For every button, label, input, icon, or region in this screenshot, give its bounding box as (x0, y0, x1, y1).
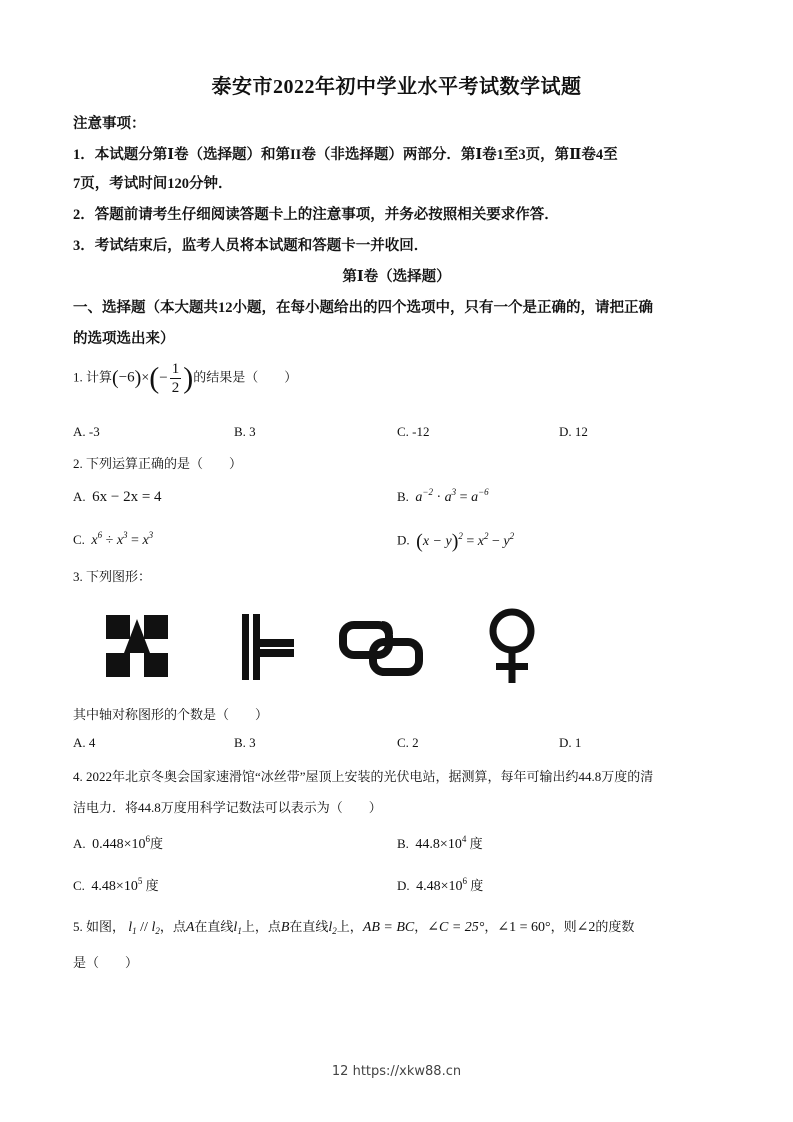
notice-item-2: 2．答题前请考生仔细阅读答题卡上的注意事项，并务必按照相关要求作答． (73, 207, 559, 223)
part-instruction-cont: 的选项选出来） (73, 331, 175, 347)
question-4-stem: 4. 2022年北京冬奥会国家速滑馆“冰丝带”屋顶上安装的光伏电站，据测算，每年可输出约44.8万度的清 (73, 769, 654, 784)
q1-option-a[interactable]: A. -3 (73, 424, 100, 439)
q4-option-b[interactable]: B. $44.8\times 10^4$ 度 (397, 834, 483, 852)
q2-option-d[interactable]: D. $(x - y)^2 = x^2 - y^2$ (397, 530, 515, 552)
question-1-stem: 1. 计算(−6)×(− $\frac{1}{2}$ )的结果是（ ） (73, 361, 298, 396)
q3-option-b[interactable]: B. 3 (234, 735, 256, 750)
q1-option-b[interactable]: B. 3 (234, 424, 256, 439)
q1-option-c[interactable]: C. -12 (397, 424, 430, 439)
notice-item-3: 3．考试结束后，监考人员将本试题和答题卡一并收回． (73, 238, 429, 254)
q3-option-c[interactable]: C. 2 (397, 735, 419, 750)
notice-item-1: 1．本试题分第Ⅰ卷（选择题）和第II卷（非选择题）两部分．第Ⅰ卷1至3页，第Ⅱ卷4至 (73, 147, 618, 163)
question-3-stem: 3. 下列图形： (73, 569, 152, 584)
q4-option-d[interactable]: D. $4.48\times 10^6$ 度 (397, 876, 484, 894)
venus-symbol-shape-icon (484, 607, 540, 685)
question-4-stem-cont: 洁电力．将44.8万度用科学记数法可以表示为（ ） (73, 800, 382, 815)
q3-option-d[interactable]: D. 1 (559, 735, 582, 750)
fraction: $\frac{1}{2}$ (171, 361, 180, 396)
q4-option-a[interactable]: A. $0.448\times 10^6$度 (73, 834, 164, 852)
question-3-follow: 其中轴对称图形的个数是（ ） (73, 707, 269, 722)
page-title: 泰安市2022年初中学业水平考试数学试题 (211, 76, 582, 98)
page-footer: 12 https://xkw88.cn (331, 1064, 462, 1079)
double-bar-t-shape-icon (240, 614, 296, 680)
q3-option-a[interactable]: A. 4 (73, 735, 96, 750)
q2-option-a[interactable]: A. 6x − 2x = 4 (73, 489, 162, 505)
question-2-stem: 2. 下列运算正确的是（ ） (73, 456, 243, 471)
part-instruction: 一、选择题（本大题共12小题，在每小题给出的四个选项中，只有一个是正确的，请把正确 (73, 300, 653, 316)
checker-arrow-shape-icon (106, 615, 168, 677)
q4-option-c[interactable]: C. $4.48\times 10^5$ 度 (73, 876, 159, 894)
notice-item-1-cont: 7页，考试时间120分钟． (73, 176, 233, 192)
chain-links-shape-icon (338, 620, 424, 678)
notice-heading: 注意事项： (73, 116, 146, 132)
question-5-stem: 5. 如图， $l_1 // l_2$，点A在直线$l_1$上，点B在直线$l_2$上，AB = BC，∠C = 25°，∠1 = 60°，则∠2的度数 (73, 919, 635, 936)
q1-option-d[interactable]: D. 12 (559, 424, 588, 439)
q2-option-b[interactable]: B. $a^{-2} \cdot a^3 = a^{-6}$ (397, 487, 489, 505)
q2-option-c[interactable]: C. $x^6 \div x^3 = x^3$ (73, 530, 154, 548)
section-title: 第Ⅰ卷（选择题） (342, 269, 451, 285)
question-5-stem-cont: 是（ ） (73, 955, 139, 970)
